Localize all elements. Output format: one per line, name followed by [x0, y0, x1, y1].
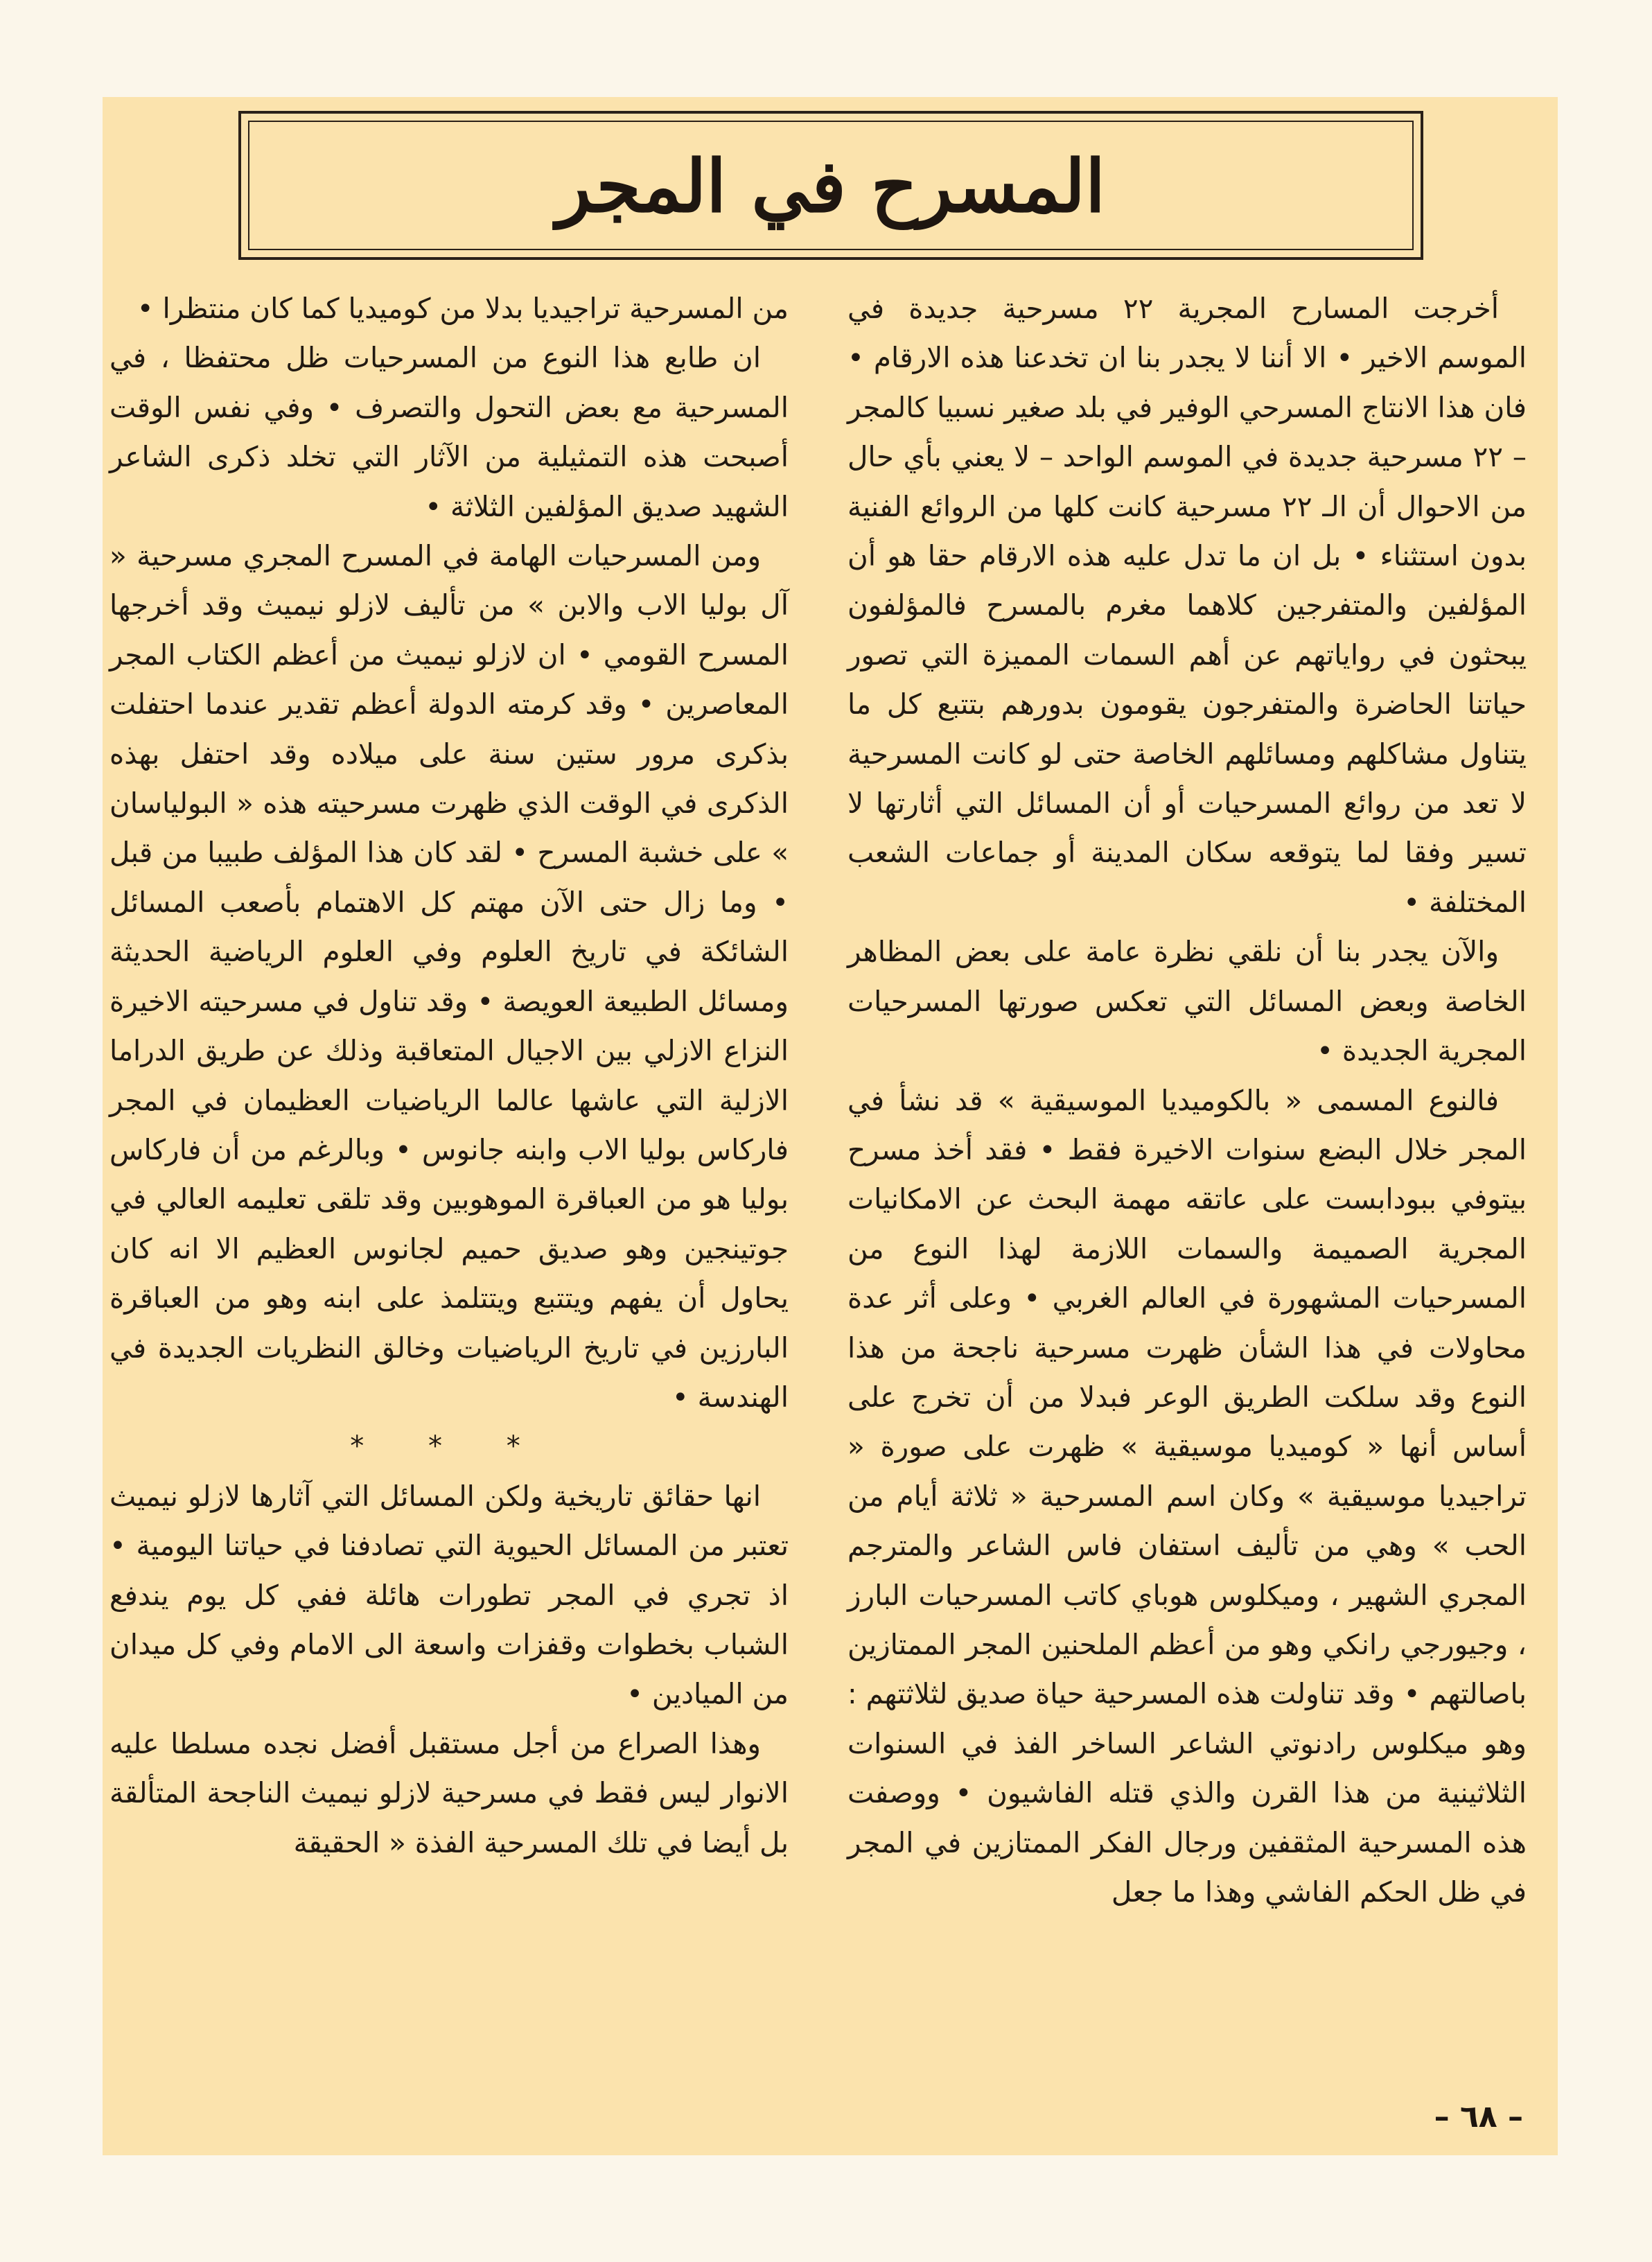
article-title: المسرح في المجر	[556, 143, 1106, 229]
page-number: – ٦٨ –	[1434, 2099, 1523, 2134]
left-column	[109, 284, 789, 1868]
paragraph-continued: من المسرحية تراجيديا بدلا من كوميديا كما كان منتظرا •	[137, 292, 789, 325]
paragraph: والآن يجدر بنا أن نلقي نظرة عامة على بعض المظاهر الخاصة وبعض المسائل التي تعكس صورتها المسرحيات المجرية الجديدة •	[847, 935, 1527, 1068]
paragraph: وهذا الصراع من أجل مستقبل أفضل نجده مسلطا عليه الانوار ليس فقط في مسرحية لازلو نيميث الناجحة المتألقة بل أيضا في تلك المسرحية الفذة « الحقيقة	[109, 1726, 789, 1859]
paragraph: أخرجت المسارح المجرية ٢٢ مسرحية جديدة في الموسم الاخير • الا أننا لا يجدر بنا ان تخدعنا هذه الارقام • فان هذا الانتاج المسرحي الوفير في بلد صغير نسبيا كالمجر – ٢٢ مسرحية جديدة في الموسم الواحد – لا يعني بأي حال من الاحوال أن الـ ٢٢ مسرحية كانت كلها من الروائع الفنية بدون استثناء • بل ان ما تدل عليه هذه الارقام حقا هو أن المؤلفين والمتفرجين كلاهما مغرم بالمسرح فالمؤلفون يبحثون في رواياتهم عن أهم السمات المميزة التي تصور حياتنا الحاضرة والمتفرجون يقومون بدورهم بتتبع كل ما يتناول مشاكلهم ومسائلهم الخاصة حتى لو كانت المسرحية لا تعد من روائع المسرحيات أو أن المسائل التي أثارتها لا تسير وفقا لما يتوقعه سكان المدينة أو جماعات الشعب المختلفة •	[847, 292, 1527, 919]
paragraph: فالنوع المسمى « بالكوميديا الموسيقية » قد نشأ في المجر خلال البضع سنوات الاخيرة فقط • فقد أخذ مسرح بيتوفي ببودابست على عاتقه مهمة البحث عن الامكانيات المجرية الصميمة والسمات اللازمة لهذا النوع من المسرحيات المشهورة في العالم الغربي • وعلى أثر عدة محاولات في هذا الشأن ظهرت مسرحية ناجحة من هذا النوع وقد سلكت الطريق الوعر فبدلا من أن تخرج على أساس أنها « كوميديا موسيقية » ظهرت على صورة « تراجيديا موسيقية » وكان اسم المسرحية « ثلاثة أيام من الحب » وهي من تأليف استفان فاس الشاعر والمترجم المجري الشهير ، وميكلوس هوباي كاتب المسرحيات البارز ، وجيورجي رانكي وهو من أعظم الملحنين المجر الممتازين باصالتهم • وقد تناولت هذه المسرحية حياة صديق لثلاثتهم : وهو ميكلوس رادنوتي الشاعر الساخر الفذ في السنوات الثلاثينية من هذا القرن والذي قتله الفاشيون • ووصفت هذه المسرحية المثقفين ورجال الفكر الممتازين في المجر في ظل الحكم الفاشي وهذا ما جعل	[847, 1083, 1527, 1909]
magazine-page	[103, 97, 1558, 2155]
paragraph: ان طابع هذا النوع من المسرحيات ظل محتفظا ، في المسرحية مع بعض التحول والتصرف • وفي نفس الوقت أصبحت هذه التمثيلية من الآثار التي تخلد ذكرى الشاعر الشهيد صديق المؤلفين الثلاثة •	[109, 341, 789, 523]
section-separator: * * *	[350, 1430, 548, 1463]
paragraph: انها حقائق تاريخية ولكن المسائل التي آثارها لازلو نيميث تعتبر من المسائل الحيوية التي تصادفنا في حياتنا اليومية • اذ تجري في المجر تطورات هائلة ففي كل يوم يندفع الشباب بخطوات وقفزات واسعة الى الامام وفي كل ميدان من الميادين •	[109, 1479, 789, 1711]
title-frame	[238, 111, 1423, 260]
right-column	[847, 284, 1527, 1917]
paragraph: ومن المسرحيات الهامة في المسرح المجري مسرحية « آل بوليا الاب والابن » من تأليف لازلو نيميث وقد أخرجها المسرح القومي • ان لازلو نيميث من أعظم الكتاب المجر المعاصرين • وقد كرمته الدولة أعظم تقدير عندما احتفلت بذكرى مرور ستين سنة على ميلاده وقد احتفل بهذه الذكرى في الوقت الذي ظهرت مسرحيته هذه « البولياسان » على خشبة المسرح • لقد كان هذا المؤلف طبيبا من قبل • وما زال حتى الآن مهتم كل الاهتمام بأصعب المسائل الشائكة في تاريخ العلوم وفي العلوم الرياضية الحديثة ومسائل الطبيعة العويصة • وقد تناول في مسرحيته الاخيرة النزاع الازلي بين الاجيال المتعاقبة وذلك عن طريق الدراما الازلية التي عاشها عالما الرياضيات العظيمان في المجر فاركاس بوليا الاب وابنه جانوس • وبالرغم من أن فاركاس بوليا هو من العباقرة الموهوبين وقد تلقى تعليمه العالي في جوتينجين وهو صديق حميم لجانوس العظيم الا انه كان يحاول أن يفهم ويتتبع ويتتلمذ على ابنه وهو من العباقرة البارزين في تاريخ الرياضيات وخالق النظريات الجديدة في الهندسة •	[109, 539, 789, 1414]
